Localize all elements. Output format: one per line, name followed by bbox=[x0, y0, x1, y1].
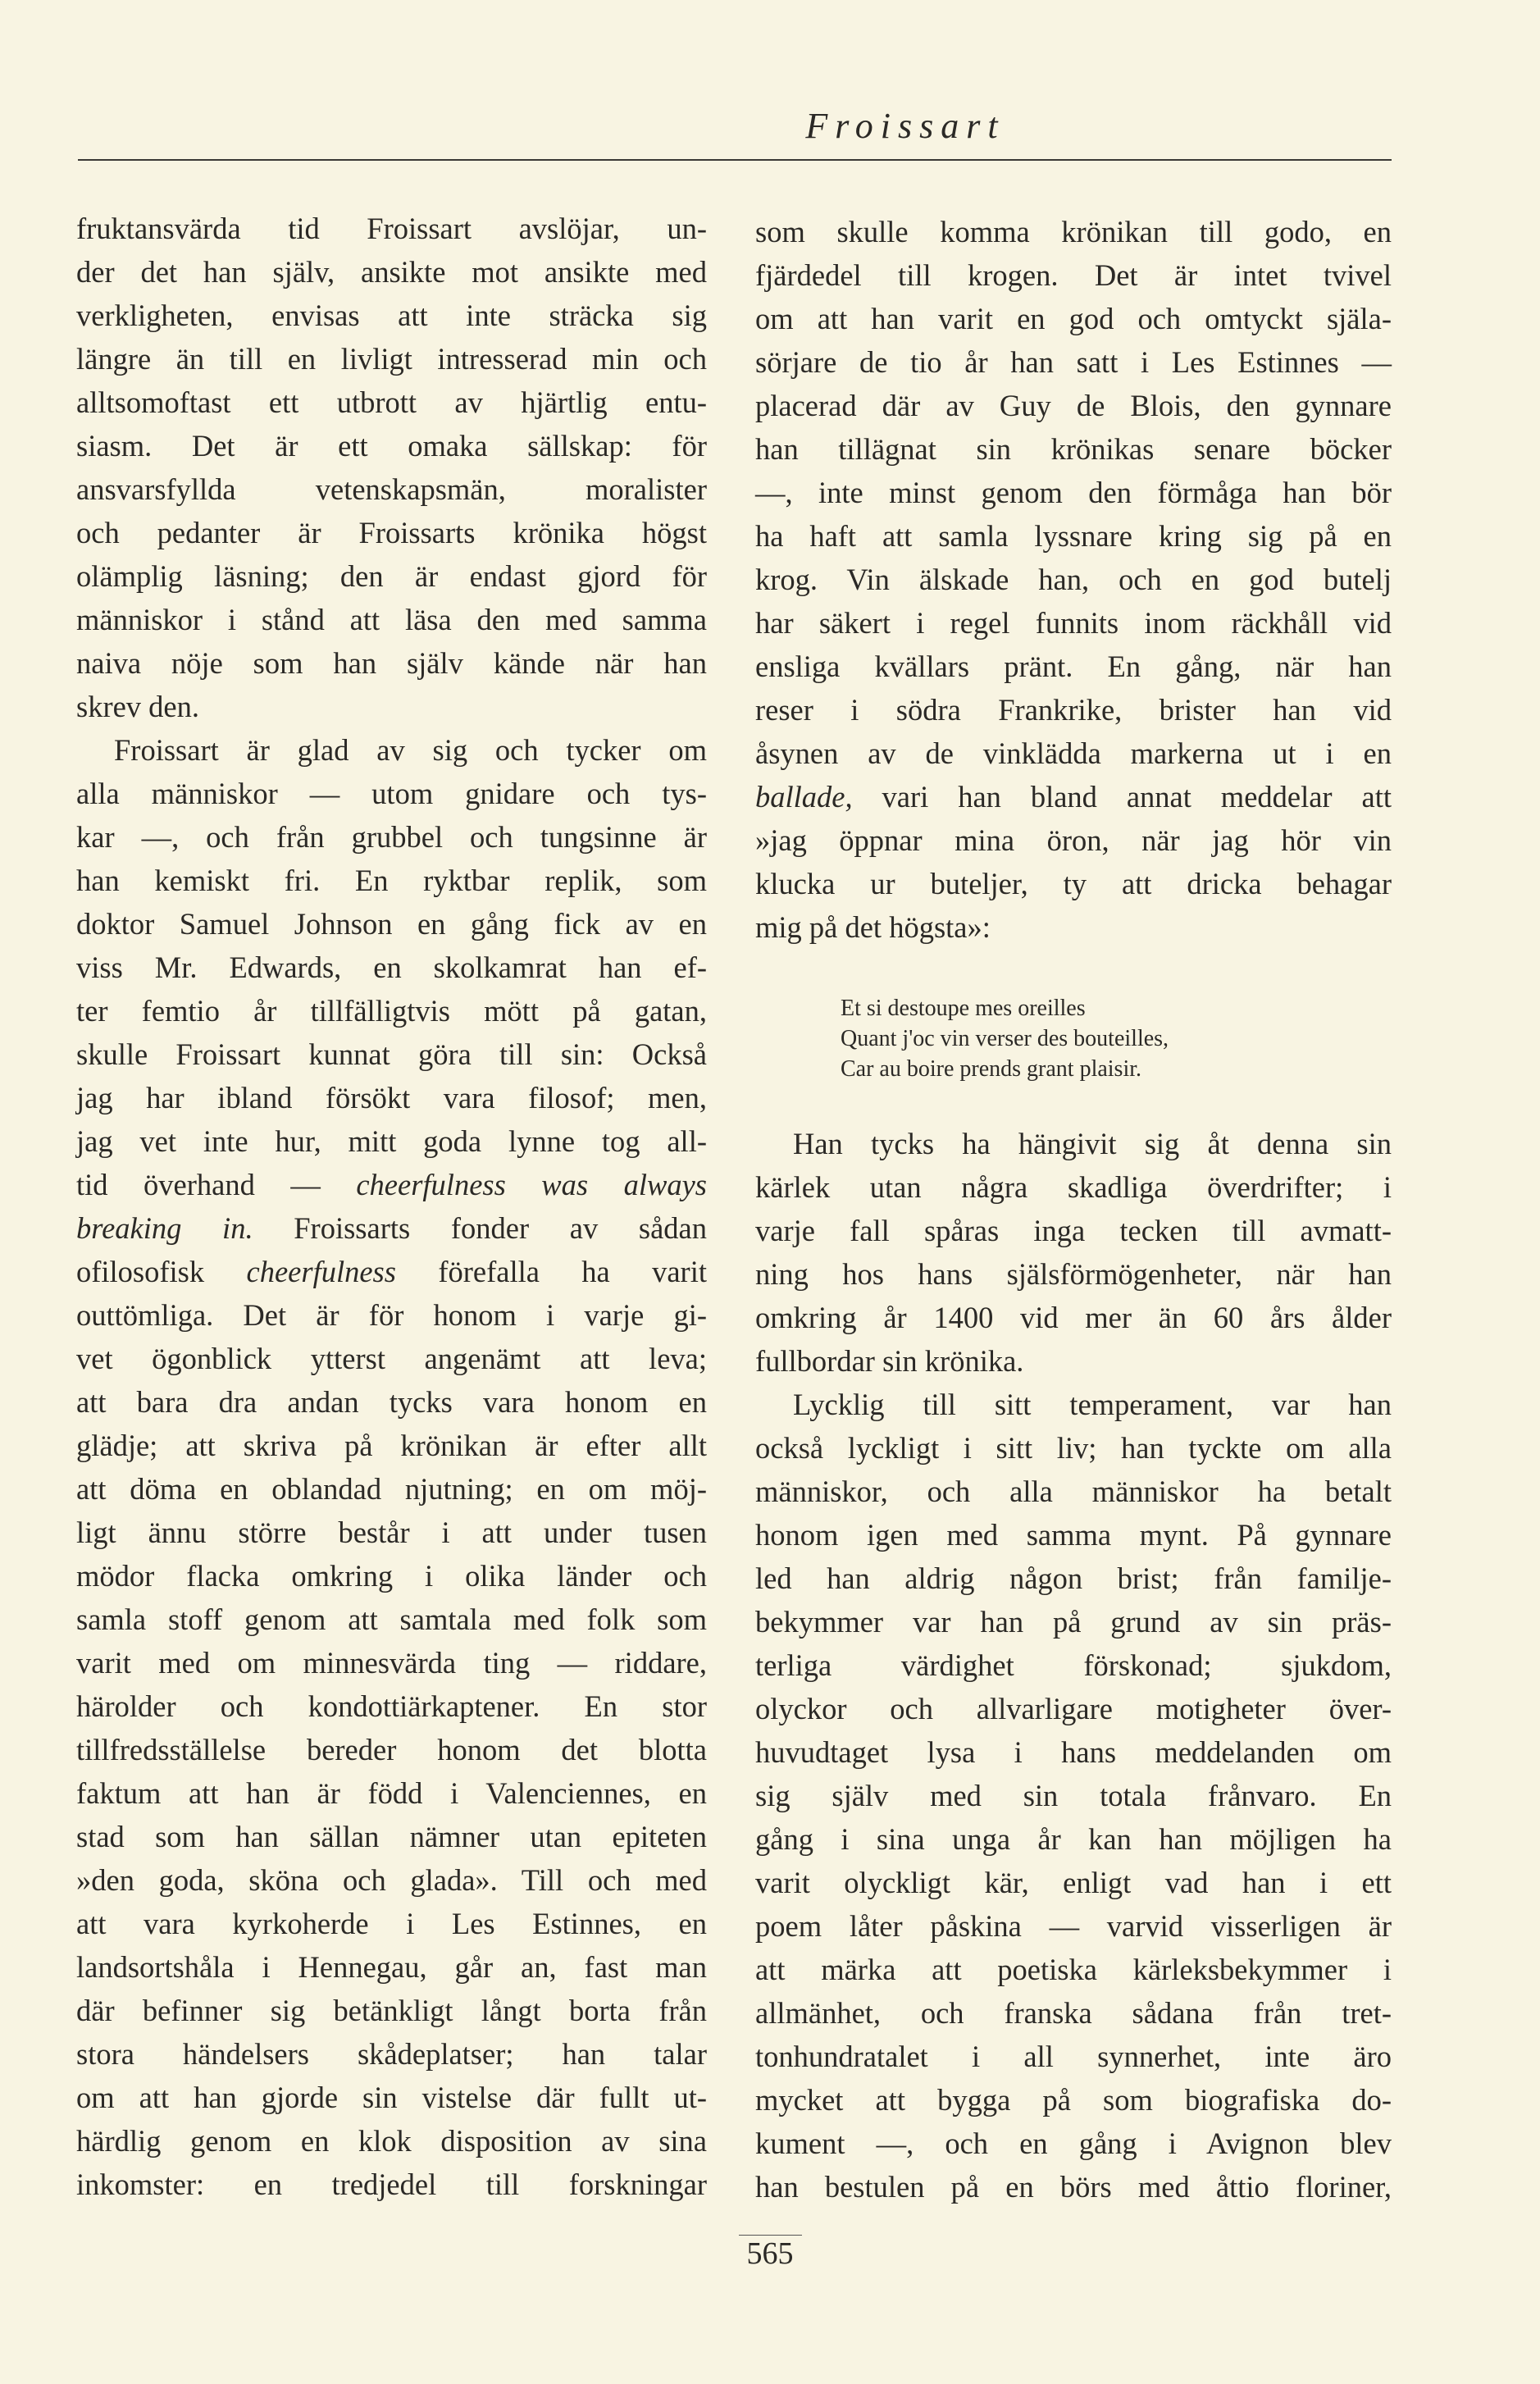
text-line: ning hos hans själsförmögenheter, när han bbox=[755, 1257, 1392, 1291]
text-line: varit olyckligt kär, enligt vad han i ett bbox=[755, 1866, 1392, 1899]
text-line: ofilosofisk cheerfulness förefalla ha varit bbox=[76, 1255, 707, 1288]
text-line: stora händelsers skådeplatser; han talar bbox=[76, 2037, 707, 2071]
text-line: ansvarsfyllda vetenskapsmän, moralister bbox=[76, 472, 707, 506]
text-line: led han aldrig någon brist; från familje- bbox=[755, 1561, 1392, 1595]
text-line: har säkert i regel funnits inom räckhåll vid bbox=[755, 606, 1392, 640]
text-line: mycket att bygga på som biografiska do- bbox=[755, 2083, 1392, 2117]
right-column-bottom bbox=[755, 1122, 1392, 2209]
text-line: alltsomoftast ett utbrott av hjärtlig entu- bbox=[76, 385, 707, 419]
text-line: placerad där av Guy de Blois, den gynnare bbox=[755, 389, 1392, 422]
text-line: härolder och kondottiärkaptener. En stor bbox=[76, 1689, 707, 1723]
text-line: att bara dra andan tycks vara honom en bbox=[76, 1385, 707, 1419]
text-line: fruktansvärda tid Froissart avslöjar, un- bbox=[76, 212, 707, 245]
right-column-top bbox=[755, 210, 1392, 949]
text-line: jag vet inte hur, mitt goda lynne tog all- bbox=[76, 1124, 707, 1158]
text-line: att döma en oblandad njutning; en om möj- bbox=[76, 1472, 707, 1506]
text-line: Han tycks ha hängivit sig åt denna sin bbox=[793, 1127, 1392, 1160]
text-line: bekymmer var han på grund av sin präs- bbox=[755, 1605, 1392, 1639]
verse-quote bbox=[841, 993, 1169, 1084]
text-line: naiva nöje som han själv kände när han bbox=[76, 646, 707, 680]
text-line: kar —, och från grubbel och tungsinne är bbox=[76, 820, 707, 854]
header-rule bbox=[78, 159, 1392, 161]
page-number-text: 565 bbox=[739, 2235, 802, 2272]
text-line: han kemiskt fri. En ryktbar replik, som bbox=[76, 864, 707, 897]
text-line: ensliga kvällars pränt. En gång, när han bbox=[755, 650, 1392, 683]
text-line: sig själv med sin totala frånvaro. En bbox=[755, 1779, 1392, 1812]
text-line: olyckor och allvarligare motigheter över- bbox=[755, 1692, 1392, 1725]
italic-text: breaking in. bbox=[76, 1211, 253, 1245]
text-line: varje fall spåras inga tecken till avmatt- bbox=[755, 1214, 1392, 1247]
text-line: viss Mr. Edwards, en skolkamrat han ef- bbox=[76, 950, 707, 984]
text-line: skulle Froissart kunnat göra till sin: Också bbox=[76, 1037, 707, 1071]
text-line: honom igen med samma mynt. På gynnare bbox=[755, 1518, 1392, 1552]
text-line: åsynen av de vinklädda markerna ut i en bbox=[755, 736, 1392, 770]
text-line: omkring år 1400 vid mer än 60 års ålder bbox=[755, 1301, 1392, 1334]
text-line: tonhundratalet i all synnerhet, inte äro bbox=[755, 2040, 1392, 2073]
text-line: tid överhand — cheerfulness was always bbox=[76, 1168, 708, 1201]
italic-text: cheerfulness bbox=[246, 1255, 396, 1288]
text-line: att vara kyrkoherde i Les Estinnes, en bbox=[76, 1907, 707, 1940]
text-line: som skulle komma krönikan till godo, en bbox=[755, 215, 1392, 248]
text-line: kument —, och en gång i Avignon blev bbox=[755, 2126, 1392, 2160]
text-line: allmänhet, och franska sådana från tret- bbox=[755, 1996, 1392, 2030]
text-line: om att han gjorde sin vistelse där fullt ut- bbox=[76, 2081, 707, 2114]
text-line: kärlek utan några skadliga överdrifter; i bbox=[755, 1170, 1392, 1204]
text-line: samla stoff genom att samtala med folk som bbox=[76, 1602, 707, 1636]
text-line: att märka att poetiska kärleksbekymmer i bbox=[755, 1953, 1392, 1986]
verse-line: Quant j'oc vin verser des bouteilles, bbox=[841, 1026, 1169, 1051]
text-line: han bestulen på en börs med åttio floriner, bbox=[755, 2170, 1392, 2204]
text-line: tillfredsställelse bereder honom det blotta bbox=[76, 1733, 707, 1766]
text-line: där befinner sig betänkligt långt borta från bbox=[76, 1994, 707, 2027]
text-line: fjärdedel till krogen. Det är intet tvivel bbox=[755, 258, 1392, 292]
text-line: »den goda, sköna och glada». Till och med bbox=[76, 1863, 707, 1897]
text-line: faktum att han är född i Valenciennes, en bbox=[76, 1776, 707, 1810]
text-line: stad som han sällan nämner utan epiteten bbox=[76, 1820, 707, 1853]
text-line: reser i södra Frankrike, brister han vid bbox=[755, 693, 1392, 727]
text-line: varit med om minnesvärda ting — riddare, bbox=[76, 1646, 707, 1680]
text-line: ballade, vari han bland annat meddelar att bbox=[755, 780, 1392, 814]
text-line: klucka ur buteljer, ty att dricka behagar bbox=[755, 867, 1392, 900]
text-line: människor i stånd att läsa den med samma bbox=[76, 603, 707, 636]
running-header bbox=[0, 105, 1540, 147]
text-line: inkomster: en tredjedel till forskningar bbox=[76, 2167, 707, 2201]
text-line: krog. Vin älskade han, och en god butelj bbox=[755, 563, 1392, 596]
running-title: Froissart bbox=[805, 106, 1005, 146]
text-line: alla människor — utom gnidare och tys- bbox=[76, 777, 707, 810]
text-line: vet ögonblick ytterst angenämt att leva; bbox=[76, 1342, 707, 1375]
text-line: glädje; att skriva på krönikan är efter allt bbox=[76, 1429, 707, 1462]
verse-line: Et si destoupe mes oreilles bbox=[841, 996, 1086, 1021]
text-line: »jag öppnar mina öron, när jag hör vin bbox=[755, 823, 1392, 857]
italic-text: cheerfulness was always bbox=[356, 1168, 708, 1201]
italic-text: ballade, bbox=[755, 780, 853, 814]
text-line: och pedanter är Froissarts krönika högst bbox=[76, 516, 707, 549]
text-line: der det han själv, ansikte mot ansikte med bbox=[76, 255, 707, 289]
text-line: ha haft att samla lyssnare kring sig på en bbox=[755, 519, 1392, 553]
text-line: siasm. Det är ett omaka sällskap: för bbox=[76, 429, 707, 463]
text-line: Lycklig till sitt temperament, var han bbox=[793, 1388, 1392, 1421]
text-line: längre än till en livligt intresserad min och bbox=[76, 342, 707, 376]
text-line: outtömliga. Det är för honom i varje gi- bbox=[76, 1298, 707, 1332]
text-line: terliga värdighet förskonad; sjukdom, bbox=[755, 1648, 1392, 1682]
text-line: han tillägnat sin krönikas senare böcker bbox=[755, 432, 1392, 466]
text-line: ligt ännu större består i att under tusen bbox=[76, 1516, 707, 1549]
text-line: också lyckligt i sitt liv; han tyckte om alla bbox=[755, 1431, 1392, 1465]
text-line: fullbordar sin krönika. bbox=[755, 1344, 1024, 1378]
text-line: om att han varit en god och omtyckt själa- bbox=[755, 302, 1392, 335]
text-line: doktor Samuel Johnson en gång fick av en bbox=[76, 907, 707, 941]
page-number bbox=[0, 2235, 1540, 2272]
text-line: mig på det högsta»: bbox=[755, 910, 991, 944]
text-line: landsortshåla i Hennegau, går an, fast man bbox=[76, 1950, 707, 1984]
text-line: Froissart är glad av sig och tycker om bbox=[114, 733, 707, 767]
text-line: huvudtaget lysa i hans meddelanden om bbox=[755, 1735, 1392, 1769]
text-line: olämplig läsning; den är endast gjord för bbox=[76, 559, 707, 593]
text-line: poem låter påskina — varvid visserligen är bbox=[755, 1909, 1392, 1943]
text-line: verkligheten, envisas att inte sträcka sig bbox=[76, 299, 707, 332]
text-line: människor, och alla människor ha betalt bbox=[755, 1475, 1392, 1508]
text-line: mödor flacka omkring i olika länder och bbox=[76, 1559, 707, 1593]
left-column bbox=[76, 207, 707, 2206]
verse-line: Car au boire prends grant plaisir. bbox=[841, 1056, 1142, 1082]
text-line: jag har ibland försökt vara filosof; men, bbox=[76, 1081, 707, 1115]
text-line: sörjare de tio år han satt i Les Estinnes — bbox=[755, 345, 1392, 379]
text-line: skrev den. bbox=[76, 690, 200, 723]
text-line: gång i sina unga år kan han möjligen ha bbox=[755, 1822, 1392, 1856]
text-line: ter femtio år tillfälligtvis mött på gatan, bbox=[76, 994, 707, 1028]
text-line: —, inte minst genom den förmåga han bör bbox=[755, 476, 1392, 509]
text-line: breaking in. Froissarts fonder av sådan bbox=[76, 1211, 707, 1245]
text-line: härdlig genom en klok disposition av sina bbox=[76, 2124, 707, 2158]
